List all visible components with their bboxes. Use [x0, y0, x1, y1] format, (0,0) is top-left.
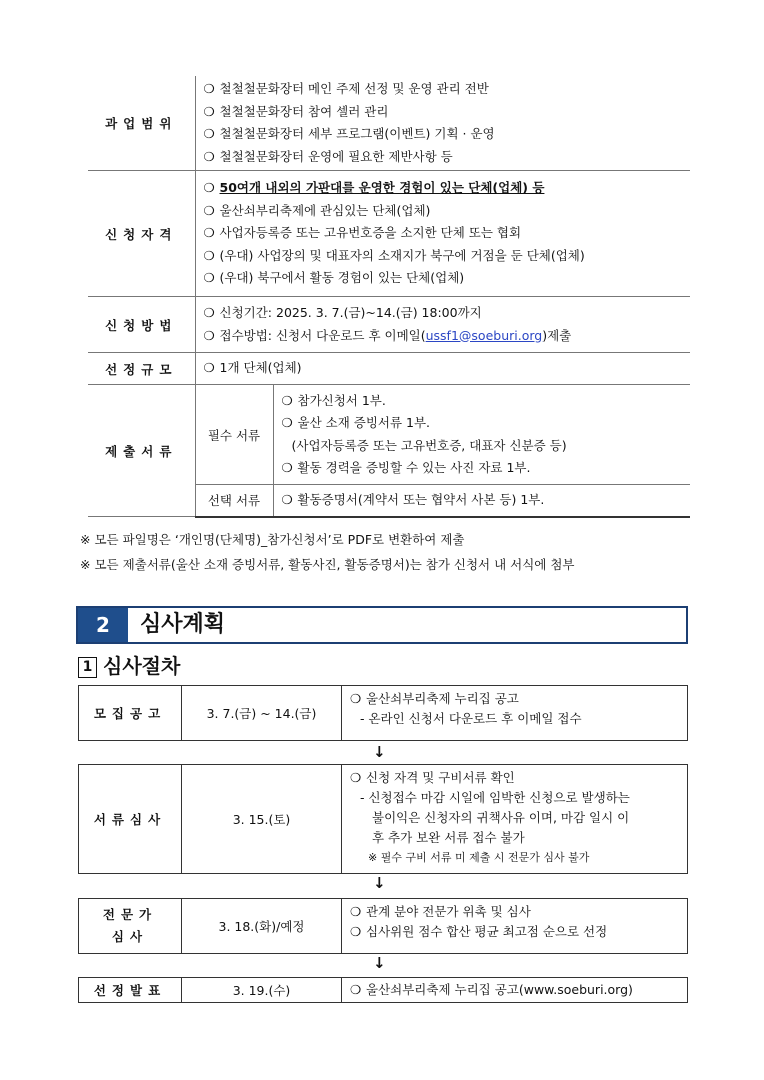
optional-docs-label: 선택 서류 — [195, 485, 273, 517]
section-number: 2 — [78, 608, 128, 642]
list-item: ❍ 1개 단체(업체) — [203, 360, 302, 376]
list-item: ❍ 철철철문화장터 참여 셀러 관리 — [203, 103, 389, 119]
note-line: ※ 모든 제출서류(울산 소재 증빙서류, 활동사진, 활동증명서)는 참가 신청서 내 서식에 첨부 — [80, 557, 575, 572]
recruitment-table — [88, 76, 690, 518]
step-name: 서류심사 — [79, 765, 182, 873]
email-link[interactable]: ussf1@soeburi.org — [425, 327, 543, 343]
subheading-title: 심사절차 — [103, 654, 181, 678]
step-desc: ❍ 관계 분야 전문가 위촉 및 심사 ❍ 심사위원 점수 합산 평균 최고점 순으로 선정 — [350, 904, 608, 939]
section-header — [76, 606, 688, 644]
step-date: 3. 15.(토) — [182, 765, 342, 873]
list-item: ❍ 참가신청서 1부. — [281, 392, 386, 408]
process-step — [78, 898, 688, 954]
process-step — [78, 977, 688, 1003]
arrow-down-icon: ↓ — [373, 954, 386, 972]
notes — [80, 527, 575, 577]
arrow-down-icon: ↓ — [373, 743, 386, 761]
list-item: ❍ (우대) 북구에서 활동 경험이 있는 단체(업체) — [203, 270, 465, 286]
label-scale: 선정규모 — [88, 353, 195, 385]
arrow-down-icon: ↓ — [373, 874, 386, 892]
subheading-number: 1 — [78, 657, 97, 678]
step-date: 3. 19.(수) — [182, 978, 342, 1002]
label-eligibility: 신청자격 — [88, 171, 195, 297]
list-item: ❍ 50여개 내외의 가판대를 운영한 경험이 있는 단체(업체) 등 — [203, 180, 545, 196]
list-item: ❍ 활동증명서(계약서 또는 협약서 사본 등) 1부. — [281, 492, 545, 507]
subheading — [78, 650, 180, 679]
step-name: 전문가 심사 — [79, 899, 182, 953]
list-item: ❍ 철철철문화장터 운영에 필요한 제반사항 등 — [203, 148, 453, 164]
list-item: ❍ 활동 경력을 증빙할 수 있는 사진 자료 1부. — [281, 460, 531, 475]
label-scope: 과업범위 — [88, 76, 195, 171]
step-desc: ❍ 울산쇠부리축제 누리집 공고(www.soeburi.org) — [350, 982, 633, 997]
label-method: 신청방법 — [88, 297, 195, 353]
step-name: 선정발표 — [79, 978, 182, 1002]
step-desc: ❍ 신청 자격 및 구비서류 확인 - 신청접수 마감 시일에 임박한 신청으로 발생하는 불이익은 신청자의 귀책사유 이며, 마감 일시 이 후 추가 보완 서류 접수 불가 ※ 필수 구비 서류 미 제출 시 전문가 심사 불가 — [350, 770, 630, 864]
list-item: ❍ 접수방법: 신청서 다운로드 후 이메일(ussf1@soeburi.org)제출 — [203, 327, 572, 343]
list-item: ❍ 철철철문화장터 세부 프로그램(이벤트) 기획 · 운영 — [203, 126, 495, 141]
section-title: 심사계획 — [140, 612, 226, 637]
step-name: 모집공고 — [79, 686, 182, 740]
list-item: ❍ 신청기간: 2025. 3. 7.(금)~14.(금) 18:00까지 — [203, 305, 482, 320]
list-item: ❍ 철철철문화장터 메인 주제 선정 및 운영 관리 전반 — [203, 81, 489, 96]
process-step — [78, 764, 688, 874]
step-date: 3. 18.(화)/예정 — [182, 899, 342, 953]
note-line: ※ 모든 파일명은 ‘개인명(단체명)_참가신청서’로 PDF로 변환하여 제출 — [80, 532, 465, 547]
list-item: ❍ 울산 소재 증빙서류 1부. — [281, 415, 431, 430]
step-desc: ❍ 울산쇠부리축제 누리집 공고 - 온라인 신청서 다운로드 후 이메일 접수 — [350, 691, 582, 726]
step-date: 3. 7.(금) ~ 14.(금) — [182, 686, 342, 740]
list-item: ❍ (우대) 사업장의 및 대표자의 소재지가 북구에 거점을 둔 단체(업체) — [203, 247, 585, 263]
list-item: (사업자등록증 또는 고유번호증, 대표자 신분증 등) — [291, 437, 567, 453]
list-item: ❍ 사업자등록증 또는 고유번호증을 소지한 단체 또는 협회 — [203, 225, 522, 241]
label-documents: 제출서류 — [88, 385, 195, 517]
list-item: ❍ 울산쇠부리축제에 관심있는 단체(업체) — [203, 202, 431, 218]
required-docs-label: 필수 서류 — [195, 385, 273, 485]
process-step — [78, 685, 688, 741]
